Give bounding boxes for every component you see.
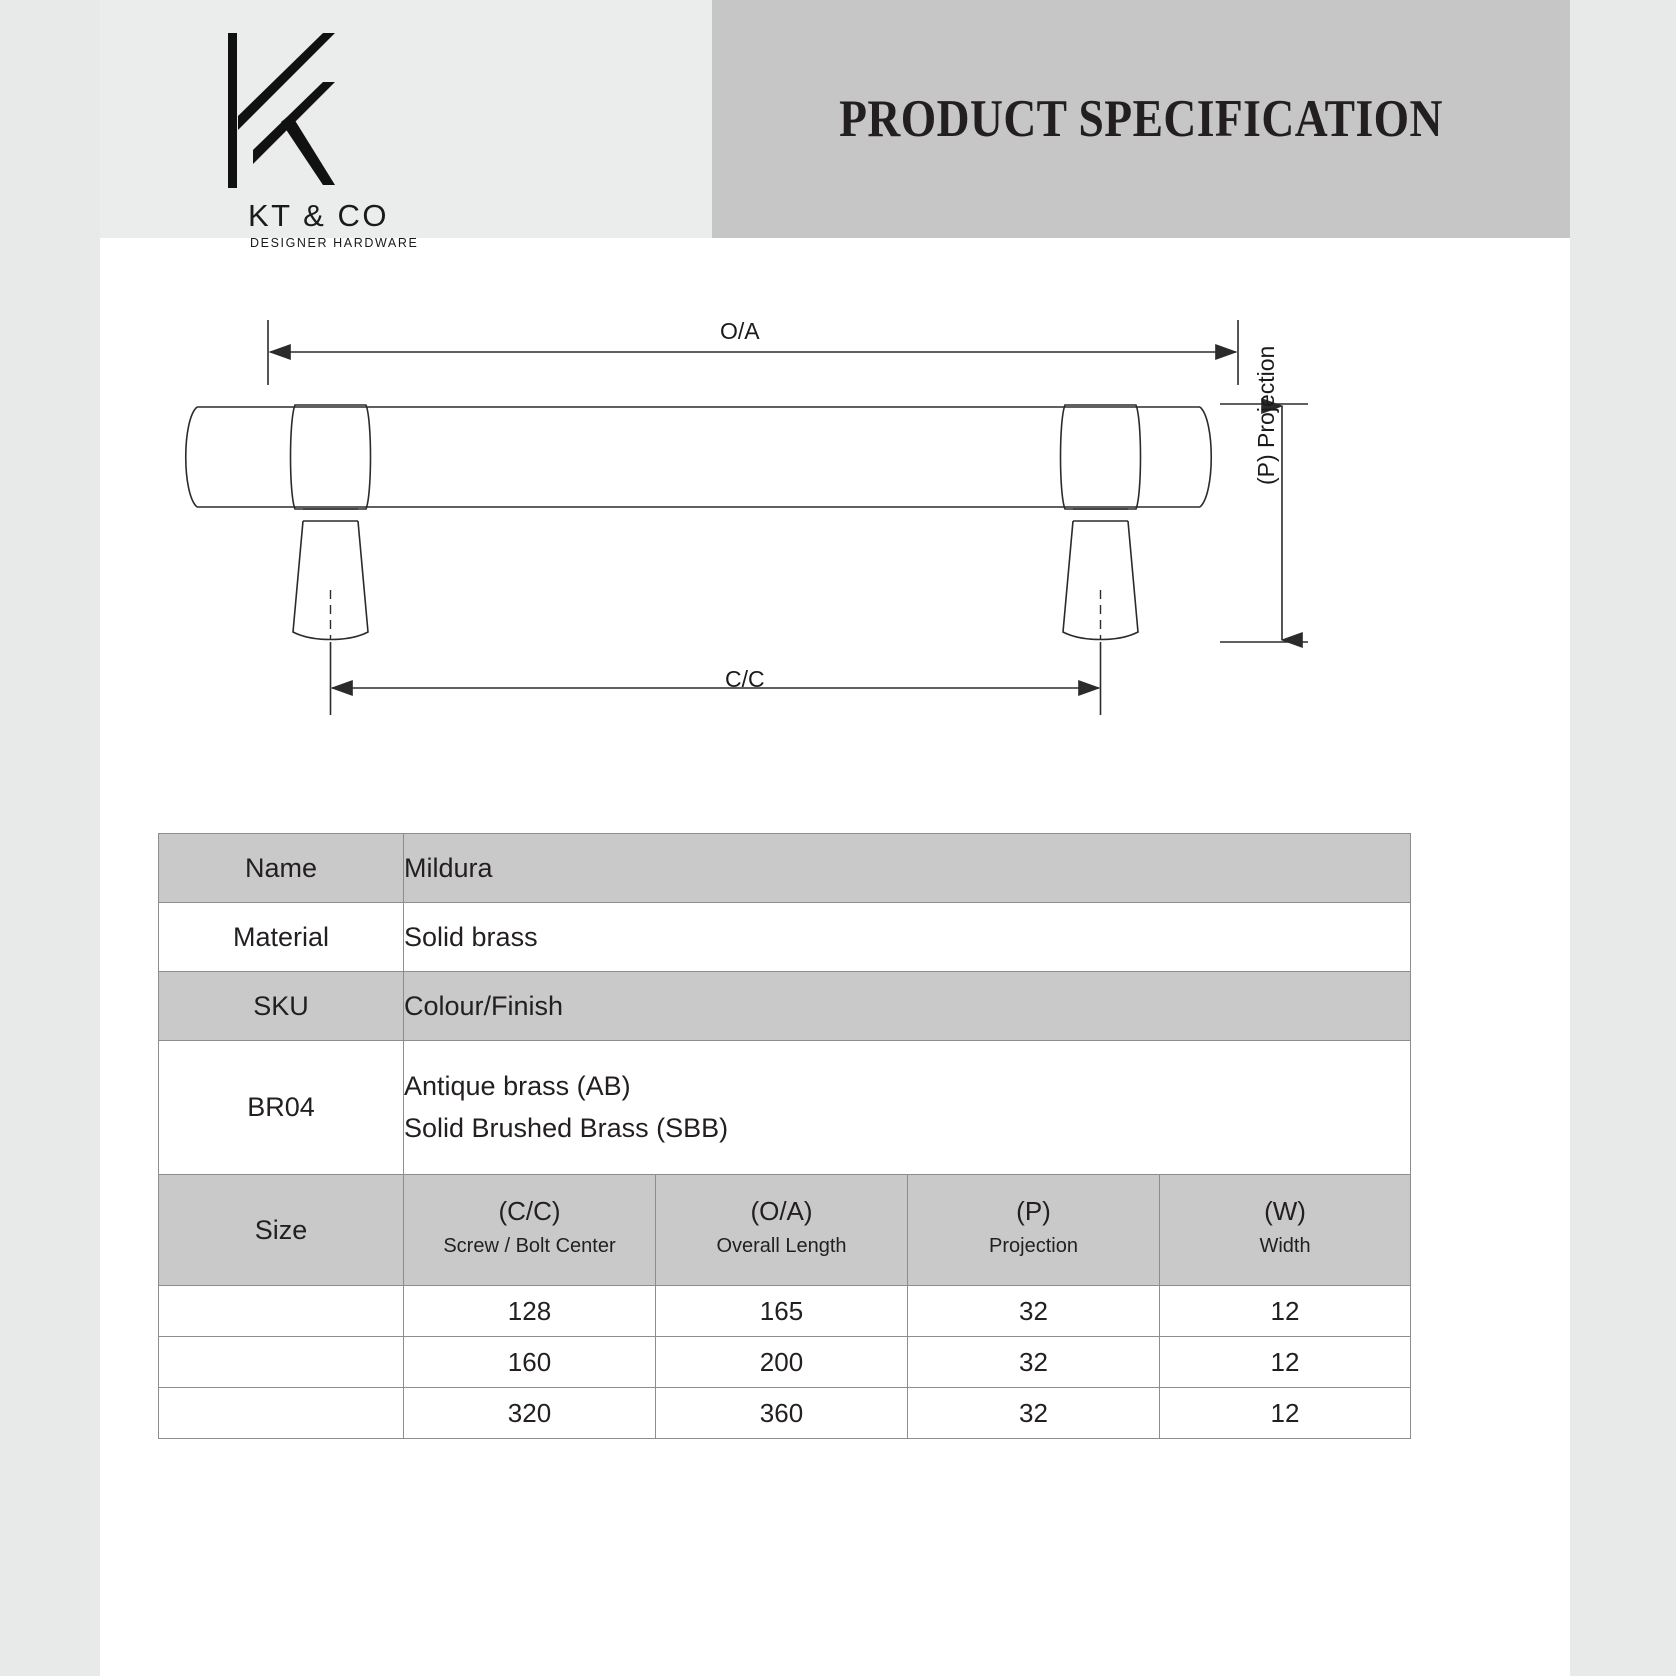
- size-value-p: 32: [908, 1337, 1160, 1388]
- size-value-p: 32: [908, 1286, 1160, 1337]
- row-value-colour-finish: Colour/Finish: [404, 972, 1411, 1041]
- size-value-oa: 165: [656, 1286, 908, 1337]
- size-col-code-oa: (O/A): [750, 1195, 813, 1226]
- size-column-header-cc: [404, 1175, 656, 1286]
- row-label-size: Size: [159, 1175, 404, 1286]
- center-to-center-dimension-label: C/C: [725, 666, 765, 692]
- size-column-header-w: [1160, 1175, 1411, 1286]
- size-value-cc: 128: [404, 1286, 656, 1337]
- logo-tagline: DESIGNER HARDWARE: [250, 236, 419, 250]
- size-value-oa: 200: [656, 1337, 908, 1388]
- row-label-name: Name: [159, 834, 404, 903]
- page-title: PRODUCT SPECIFICATION: [839, 90, 1443, 148]
- size-value-cc: 320: [404, 1388, 656, 1439]
- size-row-spacer: [159, 1388, 404, 1439]
- projection-dimension-label: (P) Projection: [1253, 345, 1279, 485]
- size-value-w: 12: [1160, 1286, 1411, 1337]
- specification-table: [158, 833, 1411, 1439]
- size-value-w: 12: [1160, 1337, 1411, 1388]
- table-row: [159, 1388, 1411, 1439]
- table-row-size-header: [159, 1175, 1411, 1286]
- table-row-sku-detail: [159, 1041, 1411, 1175]
- size-col-code-cc: (C/C): [498, 1195, 561, 1226]
- size-col-name-oa: Overall Length: [716, 1235, 847, 1258]
- size-col-code-p: (P): [1016, 1195, 1051, 1226]
- size-col-name-cc: Screw / Bolt Center: [443, 1235, 616, 1258]
- brand-logo: [125, 30, 425, 250]
- kt-monogram-icon: [125, 30, 425, 195]
- row-label-material: Material: [159, 903, 404, 972]
- size-col-name-p: Projection: [989, 1235, 1078, 1258]
- table-row-material: [159, 903, 1411, 972]
- sku-code: BR04: [159, 1041, 404, 1175]
- technical-drawing: [160, 290, 1410, 760]
- table-row: [159, 1286, 1411, 1337]
- size-col-name-w: Width: [1259, 1235, 1311, 1258]
- size-value-w: 12: [1160, 1388, 1411, 1439]
- table-row: [159, 1337, 1411, 1388]
- table-row-sku-header: [159, 972, 1411, 1041]
- size-value-oa: 360: [656, 1388, 908, 1439]
- row-label-sku: SKU: [159, 972, 404, 1041]
- sku-finishes: [404, 1041, 1411, 1175]
- finish-option-sbb: Solid Brushed Brass (SBB): [404, 1112, 729, 1143]
- overall-length-dimension-label: O/A: [720, 318, 760, 344]
- size-col-code-w: (W): [1264, 1195, 1306, 1226]
- size-value-cc: 160: [404, 1337, 656, 1388]
- logo-wordmark: KT & CO: [248, 198, 389, 233]
- size-column-header-p: [908, 1175, 1160, 1286]
- finish-option-ab: Antique brass (AB): [404, 1071, 631, 1102]
- size-column-header-oa: [656, 1175, 908, 1286]
- table-row-name: [159, 834, 1411, 903]
- row-value-name: Mildura: [404, 834, 1411, 903]
- size-row-spacer: [159, 1286, 404, 1337]
- size-value-p: 32: [908, 1388, 1160, 1439]
- row-value-material: Solid brass: [404, 903, 1411, 972]
- handle-drawing-svg: [160, 290, 1410, 760]
- size-row-spacer: [159, 1337, 404, 1388]
- header-title-panel: [712, 0, 1570, 238]
